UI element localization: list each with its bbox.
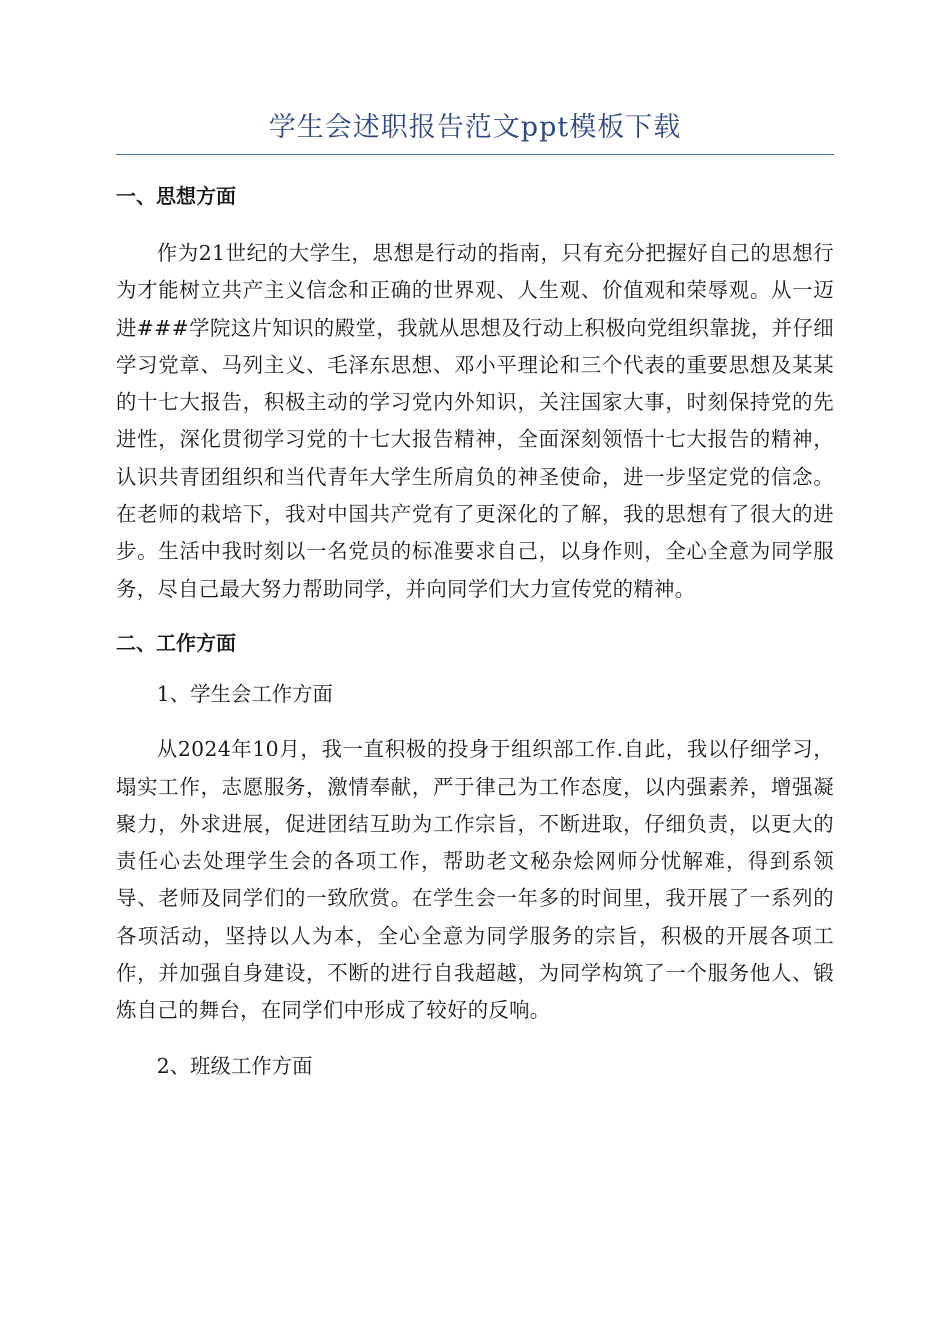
subheading-class-work: 2、班级工作方面 [156,1053,313,1078]
subheading-student-union-work: 1、学生会工作方面 [156,681,333,706]
section-paragraph-thought: 作为21世纪的大学生，思想是行动的指南，只有充分把握好自己的思想行为才能树立共产主义信念和正确的世界观、人生观、价值观和荣辱观。从一迈进###学院这片知识的殿堂，我就从思想及行动上积极向党组织靠拢，并仔细学习党章、马列主义、毛泽东思想、邓小平理论和三个代表的重要思想及某某的十七大报告，积极主动的学习党内外知识，关注国家大事，时刻保持党的先进性，深化贯彻学习党的十七大报告精神，全面深刻领悟十七大报告的精神，认识共青团组织和当代青年大学生所肩负的神圣使命，进一步坚定党的信念。在老师的栽培下，我对中国共产党有了更深化的了解，我的思想有了很大的进步。生活中我时刻以一名党员的标准要求自己，以身作则，全心全意为同学服务，尽自己最大努力帮助同学，并向同学们大力宣传党的精神。 [116,241,834,601]
paragraph-student-union-work: 从2024年10月，我一直积极的投身于组织部工作.自此，我以仔细学习，塌实工作，志愿服务，激情奉献，严于律己为工作态度，以内强素养，增强凝聚力，外求进展，促进团结互助为工作宗旨，不断进取，仔细负责，以更大的责任心去处理学生会的各项工作，帮助老文秘杂烩网师分忧解难，得到系领导、老师及同学们的一致欣赏。在学生会一年多的时间里，我开展了一系列的各项活动，坚持以人为本，全心全意为同学服务的宗旨，积极的开展各项工作，并加强自身建设，不断的进行自我超越，为同学构筑了一个服务他人、锻炼自己的舞台，在同学们中形成了较好的反响。 [116,737,834,1023]
document-page [116,108,834,1085]
section-heading-thought: 一、思想方面 [116,184,236,208]
document-title: 学生会述职报告范文ppt模板下载 [116,108,834,155]
section-heading-work: 二、工作方面 [116,630,236,655]
